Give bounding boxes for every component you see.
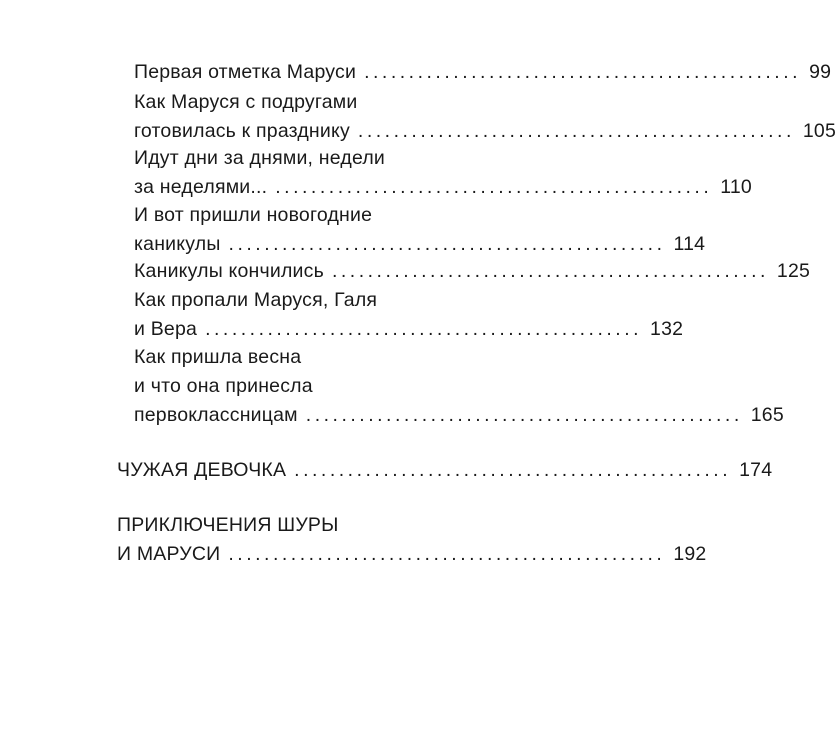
toc-entry-title: И МАРУСИ xyxy=(117,543,221,565)
toc-entry-title: ЧУЖАЯ ДЕВОЧКА xyxy=(117,459,287,481)
toc-entry-page: 114 xyxy=(673,233,706,255)
leader-dots: ................................................. xyxy=(357,120,795,142)
leader-dots: ................................................. xyxy=(228,543,666,565)
leader-dots: ................................................. xyxy=(294,459,732,481)
leader-dots: ................................................. xyxy=(275,176,713,198)
toc-entry[interactable] xyxy=(134,257,811,286)
toc-entry-page: 110 xyxy=(720,176,752,198)
toc-entry-page: 99 xyxy=(809,61,832,83)
leader-dots: ................................................. xyxy=(331,260,769,282)
toc-entry-title: каникулы xyxy=(134,233,221,255)
leader-dots: ................................................. xyxy=(364,61,802,83)
toc-entry[interactable] xyxy=(134,343,784,430)
toc-entry-title: и Вера xyxy=(134,318,198,340)
leader-dots: ................................................. xyxy=(228,233,666,255)
toc-entry-page: 132 xyxy=(650,318,684,340)
toc-entry-page: 125 xyxy=(776,260,811,282)
toc-entry-title: Как Маруся с подругами xyxy=(134,91,358,113)
leader-dots: ................................................. xyxy=(205,318,643,340)
toc-entry[interactable] xyxy=(117,456,773,485)
toc-entry[interactable] xyxy=(134,286,684,344)
toc-entry-title: Как пропали Маруся, Галя xyxy=(134,289,378,311)
toc-entry[interactable] xyxy=(134,144,752,202)
toc-entry-title: Каникулы кончились xyxy=(134,260,324,282)
toc-entry-title: и что она принесла xyxy=(134,375,313,397)
toc-entry-title: И вот пришли новогодние xyxy=(134,204,373,226)
toc-entry-title: готовилась к празднику xyxy=(134,120,350,142)
toc-entry-page: 174 xyxy=(739,459,773,481)
toc-entry-title: ПРИКЛЮЧЕНИЯ ШУРЫ xyxy=(117,514,339,536)
leader-dots: ................................................. xyxy=(305,404,743,426)
toc-entry-title: Идут дни за днями, недели xyxy=(134,147,386,169)
toc-entry[interactable] xyxy=(117,511,707,569)
toc-entry-title: за неделями... xyxy=(134,176,268,198)
toc-entry-page: 165 xyxy=(750,404,784,426)
toc-entry-page: 192 xyxy=(673,543,707,565)
toc-entry-title: первоклассницам xyxy=(134,404,298,426)
toc-entry-page: 105 xyxy=(802,120,836,142)
toc-entry[interactable] xyxy=(134,88,836,146)
toc-entry[interactable] xyxy=(134,201,706,259)
toc-entry-title: Первая отметка Маруси xyxy=(134,61,357,83)
toc-entry[interactable] xyxy=(134,58,832,87)
toc-entry-title: Как пришла весна xyxy=(134,346,302,368)
